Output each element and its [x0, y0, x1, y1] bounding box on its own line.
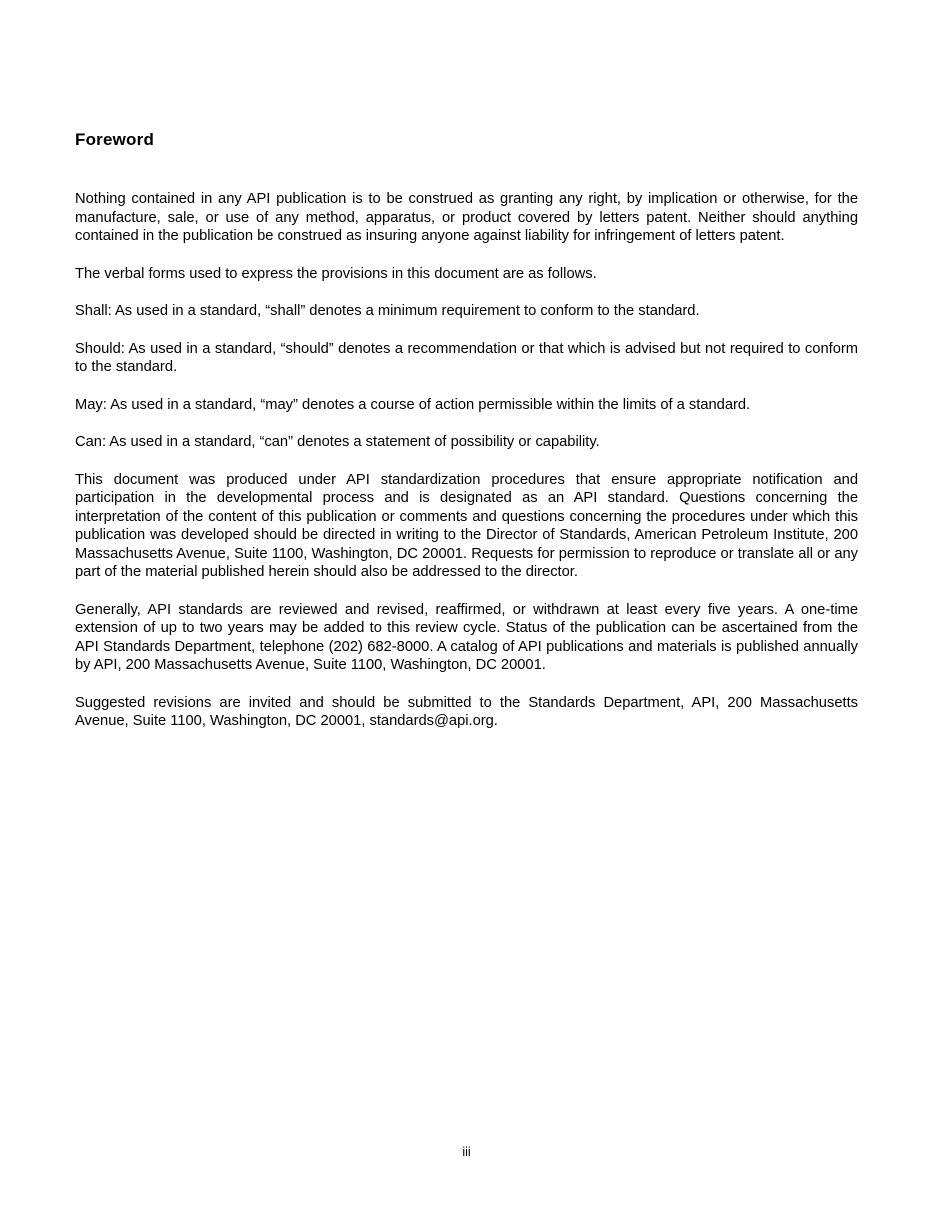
paragraph-suggested-revisions: Suggested revisions are invited and should be submitted to the Standards Department, API, 200 Massachusetts Avenue, Suite 1100, Washington, DC 20001, standards@api.org. — [75, 694, 858, 729]
paragraph-can-definition: Can: As used in a standard, “can” denotes a statement of possibility or capability. — [75, 434, 600, 450]
paragraph-review-cycle: Generally, API standards are reviewed and revised, reaffirmed, or withdrawn at least every five years. A one-time extension of up to two years may be added to this review cycle. Status of the publication can be ascertained from the API Standards Department, telephone (202) 682-8000. A catalog of API publications and materials is published annually by API, 200 Massachusetts Avenue, Suite 1100, Washington, DC 20001. — [75, 601, 858, 673]
paragraph-verbal-forms-intro: The verbal forms used to express the provisions in this document are as follows. — [75, 265, 597, 282]
paragraph-standardization-procedures: This document was produced under API standardization procedures that ensure appropriate notification and participation in the developmental process and is designated as an API standard. Questions concerning the interpretation of the content of this publication or comments and questions concerning the procedures under which this publication was developed should be directed in writing to the Director of Standards, American Petroleum Institute, 200 Massachusetts Avenue, Suite 1100, Washington, DC 20001. Requests for permission to reproduce or translate all or any part of the material published herein should also be addressed to the director. — [75, 471, 858, 580]
paragraph-shall-definition: Shall: As used in a standard, “shall” denotes a minimum requirement to conform to the standard. — [75, 303, 700, 319]
paragraph-may-definition: May: As used in a standard, “may” denotes a course of action permissible within the limits of a standard. — [75, 396, 751, 413]
paragraph-patent-disclaimer: Nothing contained in any API publication is to be construed as granting any right, by implication or otherwise, for the manufacture, sale, or use of any method, apparatus, or product covered by letters patent. Neither should anything contained in the publication be construed as insuring anyone against liability for infringement of letters patent. — [75, 191, 858, 244]
paragraph-should-definition: Should: As used in a standard, “should” denotes a recommendation or that which is advised but not required to conform to the standard. — [75, 340, 858, 375]
page-number: iii — [462, 1145, 471, 1159]
page-title: Foreword — [75, 130, 155, 149]
document-content — [75, 130, 858, 750]
